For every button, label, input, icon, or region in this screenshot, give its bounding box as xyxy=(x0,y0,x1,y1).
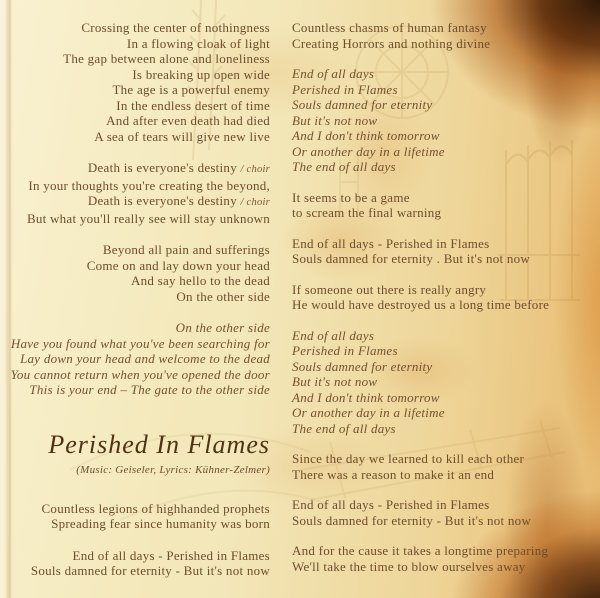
lyric-line: In your thoughts you're creating the beyond, xyxy=(28,177,270,193)
stanza xyxy=(0,20,270,144)
stanza xyxy=(0,501,270,532)
stanza xyxy=(0,160,270,226)
lyric-line: But what you'll really see will stay unknown xyxy=(26,210,270,226)
lyric-line: He would have destroyed us a long time before xyxy=(292,297,550,312)
lyric-line: End of all days - Perished in Flames xyxy=(292,497,490,512)
stanza xyxy=(0,548,270,579)
left-stanzas xyxy=(0,20,270,398)
lyric-line: If someone out there is really angry xyxy=(292,281,487,297)
stanza xyxy=(292,451,592,482)
lyric-line: Countless chasms of human fantasy xyxy=(292,20,487,35)
lyric-line: A sea of tears will give new live xyxy=(94,128,270,144)
lyric-line: Have you found what you've been searching for xyxy=(10,335,270,351)
lyric-line: End of all days - Perished in Flames xyxy=(292,235,490,251)
lyric-line: Souls damned for eternity - But it's not now xyxy=(292,512,532,528)
lyric-line: End of all days xyxy=(292,327,375,343)
lyric-line: Souls damned for eternity - But it's not now xyxy=(30,563,270,578)
lyric-line: We'll take the time to blow ourselves away xyxy=(292,558,526,574)
stanza xyxy=(292,190,592,221)
lyric-line: In the endless desert of time xyxy=(116,97,270,113)
lyric-line: Souls damned for eternity . But it's not now xyxy=(292,251,531,266)
choir-marker: / choir xyxy=(240,197,270,208)
lyric-line: Spreading fear since humanity was born xyxy=(51,516,270,531)
lyric-line: The gap between alone and loneliness xyxy=(63,51,270,66)
stanza xyxy=(0,320,270,398)
stanza xyxy=(292,543,592,574)
lyric-line: Death is everyone's destiny / choir xyxy=(87,160,270,175)
lyric-line: Is breaking up open wide xyxy=(132,66,270,82)
left-column xyxy=(0,20,270,595)
lyric-line: to scream the final warning xyxy=(292,205,442,220)
lyric-line: Death is everyone's destiny / choir xyxy=(87,193,270,208)
lyric-line: In a flowing cloak of light xyxy=(126,35,270,51)
lyric-line: And say hello to the dead xyxy=(131,273,270,288)
stanza xyxy=(292,20,592,51)
lyric-line: Souls damned for eternity xyxy=(292,358,433,374)
lyric-line: And after even death had died xyxy=(106,113,270,128)
credit-line: (Music: Geiseler, Lyrics: Kühner-Zelmer) xyxy=(76,463,270,476)
stanza xyxy=(292,328,592,437)
lyric-line: On the other side xyxy=(176,288,270,304)
lyric-line: The end of all days xyxy=(292,159,396,174)
stanza xyxy=(0,242,270,304)
lyric-line: Or another day in a lifetime xyxy=(292,143,445,159)
lyric-line: The end of all days xyxy=(292,420,396,436)
lyric-line: It seems to be a game xyxy=(292,189,410,205)
lyric-line: There was a reason to make it an end xyxy=(292,466,495,482)
lyric-line: But it's not now xyxy=(292,112,378,128)
right-column xyxy=(292,20,592,589)
lyric-line: And for the cause it takes a longtime preparing xyxy=(292,543,549,558)
song-title: Perished In Flames xyxy=(48,429,270,459)
lyric-line: Lay down your head and welcome to the dead xyxy=(20,351,270,366)
lyric-line: On the other side xyxy=(175,320,270,335)
lyric-line: This is your end – The gate to the other side xyxy=(29,382,270,397)
stanza xyxy=(292,66,592,175)
stanza xyxy=(292,236,592,267)
lyric-line: Souls damned for eternity xyxy=(292,97,433,112)
lyric-line: Perished in Flames xyxy=(292,81,398,97)
lyric-line: And I don't think tomorrow xyxy=(292,128,440,143)
lyric-line: But it's not now xyxy=(292,374,378,389)
stanza xyxy=(292,282,592,313)
lyric-line: And I don't think tomorrow xyxy=(292,389,440,405)
lyric-line: You cannot return when you've opened the door xyxy=(10,366,270,382)
lyric-line: Perished in Flames xyxy=(292,343,398,358)
lyric-line: Beyond all pain and sufferings xyxy=(102,242,270,257)
lyric-line: End of all days - Perished in Flames xyxy=(72,547,270,563)
lyric-line: Come on and lay down your head xyxy=(86,257,270,273)
lyric-line: The age is a powerful enemy xyxy=(112,82,270,97)
lyric-line: Crossing the center of nothingness xyxy=(81,20,270,35)
choir-marker: / choir xyxy=(240,164,270,175)
left-stanzas-after-title xyxy=(0,501,270,579)
lyric-line: Countless legions of highhanded prophets xyxy=(41,500,270,516)
lyric-line: Since the day we learned to kill each other xyxy=(292,451,525,466)
lyric-line: End of all days xyxy=(292,66,375,81)
lyric-line: Or another day in a lifetime xyxy=(292,405,445,420)
stanza xyxy=(292,497,592,528)
lyric-line: Creating Horrors and nothing divine xyxy=(292,35,491,51)
